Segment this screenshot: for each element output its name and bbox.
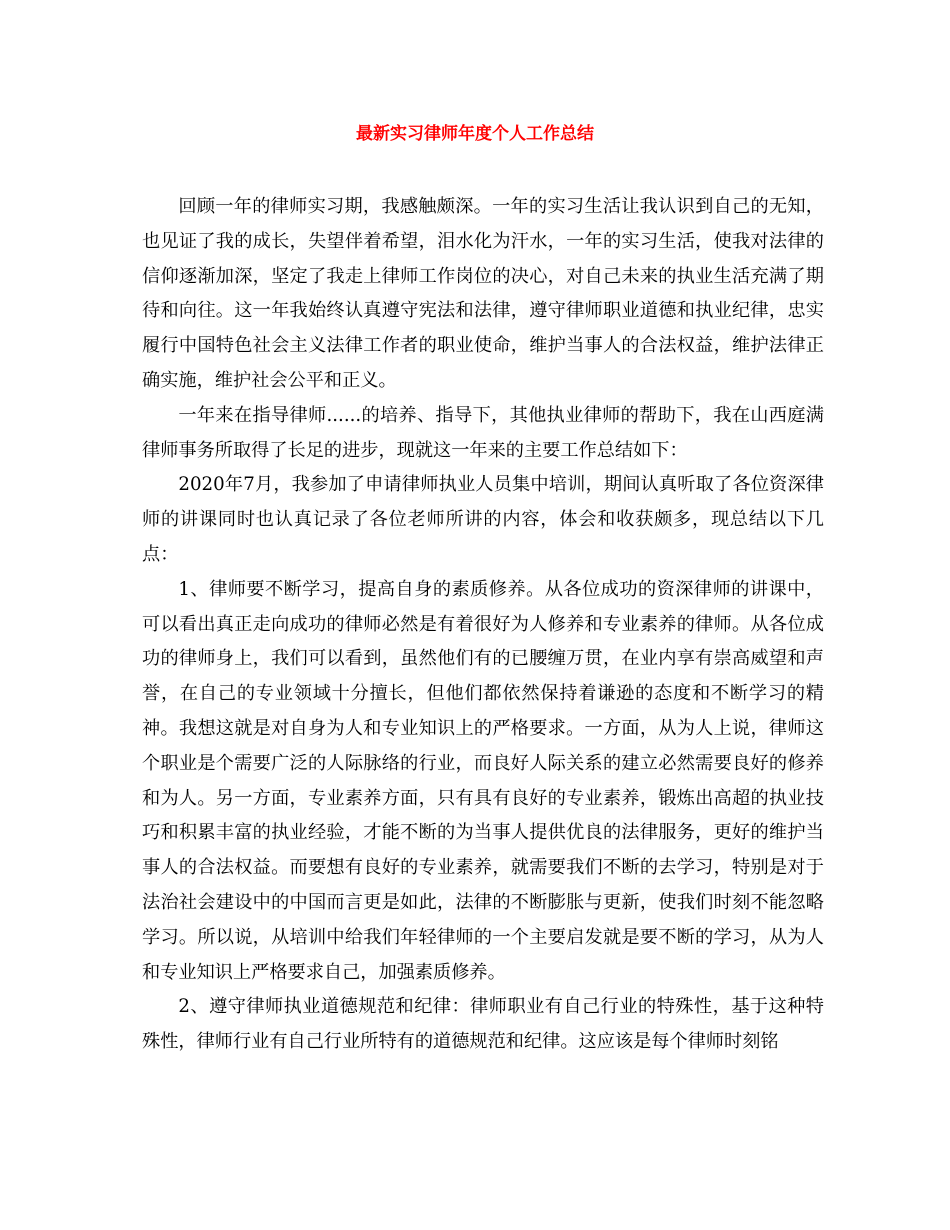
paragraph-point-2: 2、遵守律师执业道德规范和纪律：律师职业有自己行业的特殊性，基于这种特殊性，律师行业有自己行业所特有的道德规范和纪律。这应该是每个律师时刻铭 [142,996,824,1053]
paragraph-intro: 回顾一年的律师实习期，我感触颇深。一年的实习生活让我认识到自己的无知，也见证了我的成长，失望伴着希望，泪水化为汗水，一年的实习生活，使我对法律的信仰逐渐加深，坚定了我走上律师工作岗位的决心，对自己未来的执业生活充满了期待和向往。这一年我始终认真遵守宪法和法律，遵守律师职业道德和执业纪律，忠实履行中国特色社会主义法律工作者的职业使命，维护当事人的合法权益，维护法律正确实施，维护社会公平和正义。 [142,196,824,391]
paragraph-training: 2020年7月，我参加了申请律师执业人员集中培训，期间认真听取了各位资深律师的讲课同时也认真记录了各位老师所讲的内容，体会和收获颇多，现总结以下几点： [142,474,824,565]
document-title: 最新实习律师年度个人工作总结 [356,124,594,144]
paragraph-point-1: 1、律师要不断学习，提高自身的素质修养。从各位成功的资深律师的讲课中，可以看出真正走向成功的律师必然是有着很好为人修养和专业素养的律师。从各位成功的律师身上，我们可以看到，虽然他们有的已腰缠万贯，在业内享有崇高威望和声誉，在自己的专业领域十分擅长，但他们都依然保持着谦逊的态度和不断学习的精神。我想这就是对自身为人和专业知识上的严格要求。一方面，从为人上说，律师这个职业是个需要广泛的人际脉络的行业，而良好人际关系的建立必然需要良好的修养和为人。另一方面，专业素养方面，只有具有良好的专业素养，锻炼出高超的执业技巧和积累丰富的执业经验，才能不断的为当事人提供优良的法律服务，更好的维护当事人的合法权益。而要想有良好的专业素养，就需要我们不断的去学习，特别是对于法治社会建设中的中国而言更是如此，法律的不断膨胀与更新，使我们时刻不能忽略学习。所以说，从培训中给我们年轻律师的一个主要启发就是要不断的学习，从为人和专业知识上严格要求自己，加强素质修养。 [142,578,824,983]
paragraph-mentor: 一年来在指导律师......的培养、指导下，其他执业律师的帮助下，我在山西庭满律师事务所取得了长足的进步，现就这一年来的主要工作总结如下： [142,404,824,461]
document-body [142,190,824,1060]
